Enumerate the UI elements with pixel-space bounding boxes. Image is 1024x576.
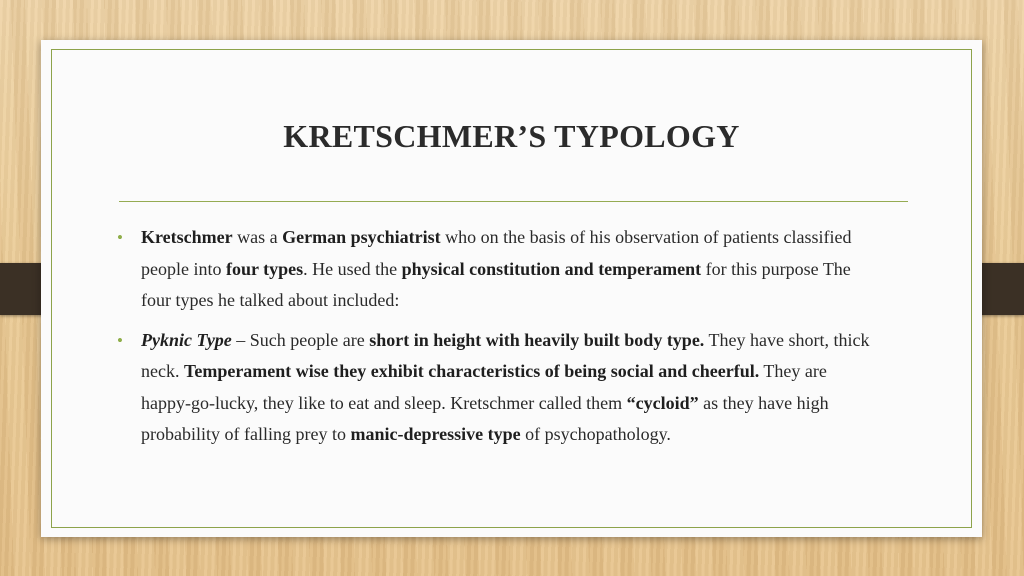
body-text: as they have high probability of falling prey to: [141, 392, 829, 444]
bold-text: short in height with heavily built body type.: [369, 329, 705, 350]
slide-content: [119, 222, 879, 459]
bullet-dot-icon: •: [117, 228, 123, 247]
body-text: . He used the: [303, 258, 402, 279]
slide-card: [41, 40, 982, 537]
body-text: They are happy-go-lucky, they like to eat and sleep. Kretschmer called them: [141, 361, 827, 413]
body-text: for this purpose The four types he talked about included:: [141, 258, 851, 310]
bold-text: “cycloid”: [626, 392, 699, 413]
bullet-kretschmer-intro: [119, 222, 879, 317]
bold-text: German psychiatrist: [282, 227, 441, 247]
body-text: who on the basis of his observation of patients classified people into: [141, 227, 852, 279]
bullet-pyknic-type: [119, 325, 879, 451]
body-text: of psychopathology.: [520, 424, 671, 444]
bold-text: four types: [225, 258, 304, 279]
bold-text: Kretschmer: [141, 227, 233, 247]
title-divider: [119, 201, 908, 202]
bold-text: [141, 330, 232, 350]
bold-text: manic-depressive type: [350, 424, 521, 444]
bold-text: physical constitution and temperament: [401, 258, 702, 279]
bold-text: Temperament wise they exhibit characteristics of being social and cheerful.: [183, 361, 760, 381]
italic-term: Pyknic Type: [141, 329, 232, 350]
bullet-dot-icon: •: [117, 330, 123, 350]
body-text: – Such people are: [231, 329, 370, 350]
body-text: was a: [232, 227, 283, 247]
body-text: They have short, thick neck.: [141, 329, 870, 381]
slide-title: KRETSCHMER’S TYPOLOGY: [283, 118, 740, 154]
